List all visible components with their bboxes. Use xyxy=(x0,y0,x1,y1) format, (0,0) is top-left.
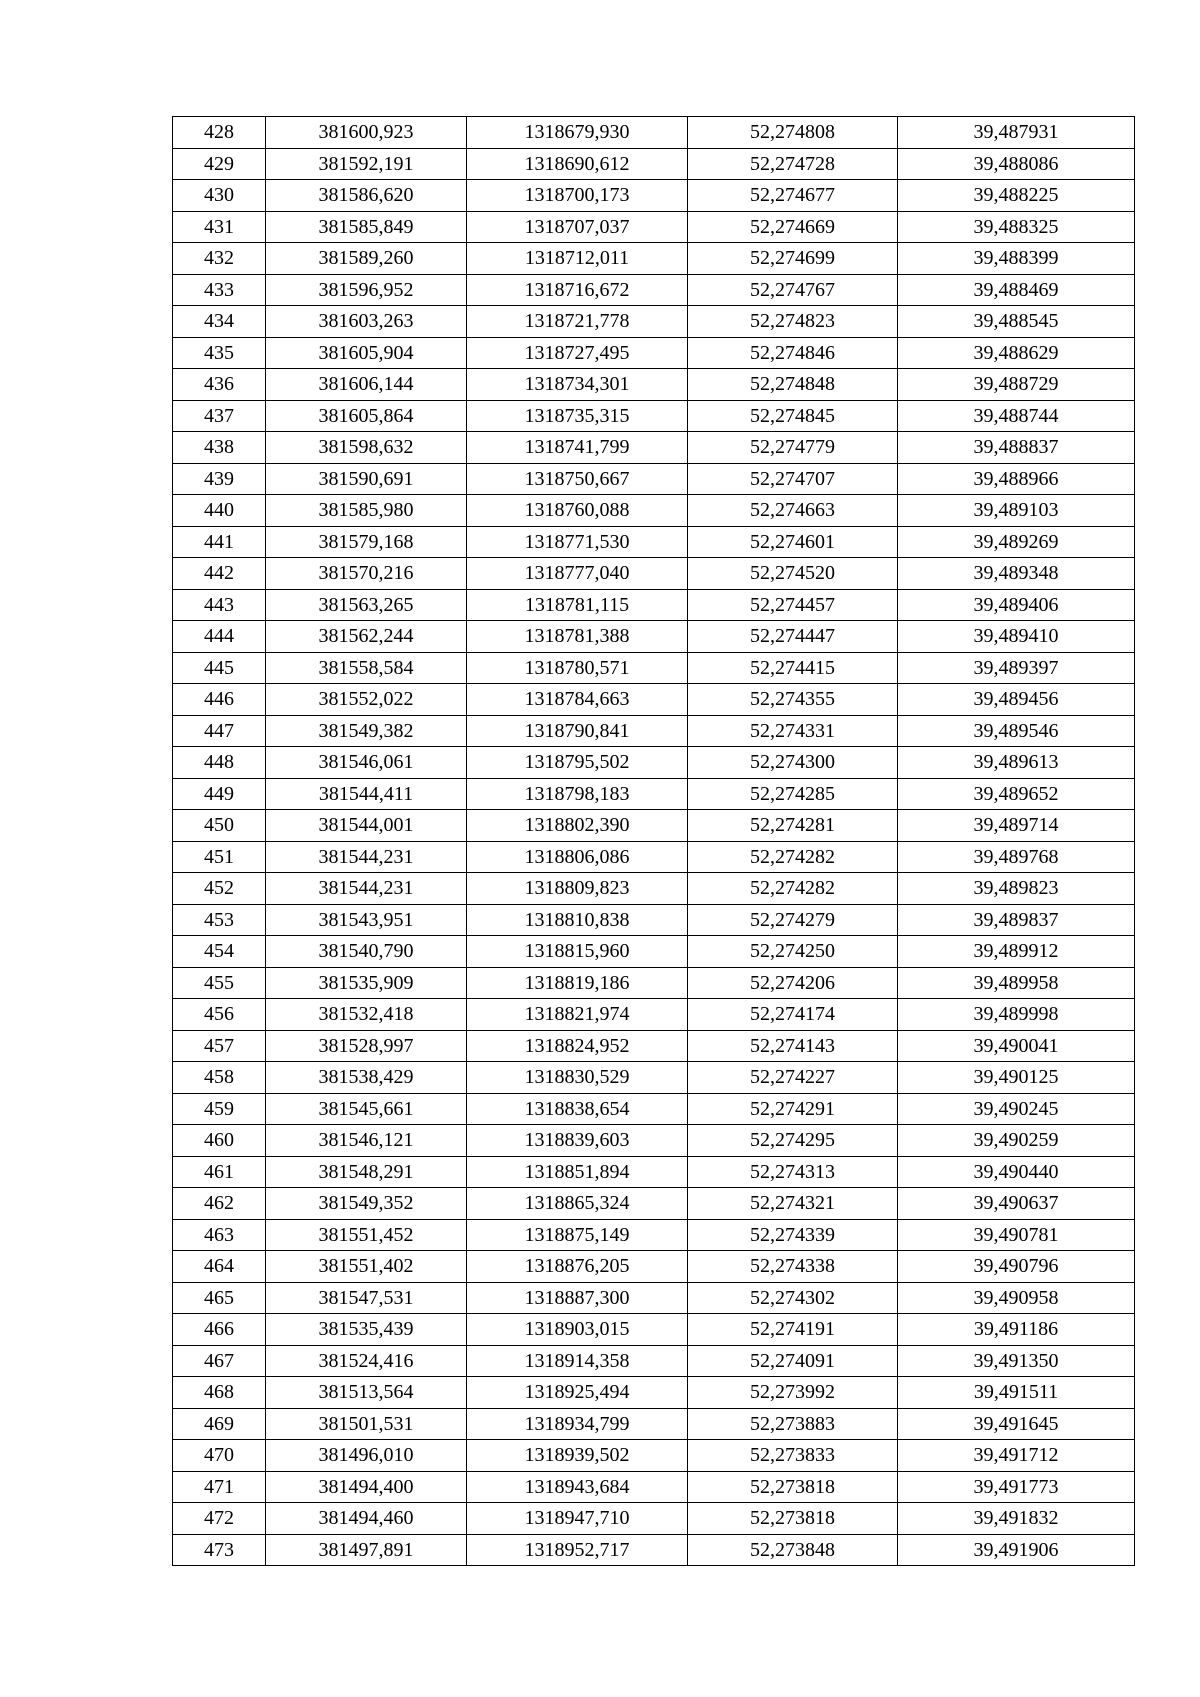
table-row xyxy=(173,715,1135,747)
longitude-cell: 39,489652 xyxy=(898,778,1135,810)
table-row xyxy=(173,180,1135,212)
table-row xyxy=(173,1062,1135,1094)
latitude-cell: 52,274250 xyxy=(688,936,898,968)
latitude-cell: 52,274808 xyxy=(688,117,898,149)
longitude-cell: 39,489456 xyxy=(898,684,1135,716)
x-coordinate-cell: 381513,564 xyxy=(266,1377,467,1409)
latitude-cell: 52,273848 xyxy=(688,1534,898,1566)
longitude-cell: 39,489837 xyxy=(898,904,1135,936)
y-coordinate-cell: 1318839,603 xyxy=(467,1125,688,1157)
y-coordinate-cell: 1318771,530 xyxy=(467,526,688,558)
y-coordinate-cell: 1318943,684 xyxy=(467,1471,688,1503)
x-coordinate-cell: 381586,620 xyxy=(266,180,467,212)
point-number-cell: 436 xyxy=(173,369,266,401)
longitude-cell: 39,490781 xyxy=(898,1219,1135,1251)
latitude-cell: 52,274339 xyxy=(688,1219,898,1251)
longitude-cell: 39,491832 xyxy=(898,1503,1135,1535)
y-coordinate-cell: 1318806,086 xyxy=(467,841,688,873)
table-row xyxy=(173,1219,1135,1251)
x-coordinate-cell: 381535,909 xyxy=(266,967,467,999)
y-coordinate-cell: 1318819,186 xyxy=(467,967,688,999)
x-coordinate-cell: 381535,439 xyxy=(266,1314,467,1346)
y-coordinate-cell: 1318809,823 xyxy=(467,873,688,905)
latitude-cell: 52,274281 xyxy=(688,810,898,842)
latitude-cell: 52,274355 xyxy=(688,684,898,716)
latitude-cell: 52,273818 xyxy=(688,1471,898,1503)
coordinates-table xyxy=(172,116,1135,1566)
latitude-cell: 52,274227 xyxy=(688,1062,898,1094)
point-number-cell: 432 xyxy=(173,243,266,275)
x-coordinate-cell: 381590,691 xyxy=(266,463,467,495)
point-number-cell: 468 xyxy=(173,1377,266,1409)
longitude-cell: 39,488325 xyxy=(898,211,1135,243)
x-coordinate-cell: 381563,265 xyxy=(266,589,467,621)
x-coordinate-cell: 381600,923 xyxy=(266,117,467,149)
latitude-cell: 52,274295 xyxy=(688,1125,898,1157)
x-coordinate-cell: 381549,382 xyxy=(266,715,467,747)
table-row xyxy=(173,621,1135,653)
y-coordinate-cell: 1318824,952 xyxy=(467,1030,688,1062)
point-number-cell: 457 xyxy=(173,1030,266,1062)
table-row xyxy=(173,810,1135,842)
latitude-cell: 52,274313 xyxy=(688,1156,898,1188)
point-number-cell: 440 xyxy=(173,495,266,527)
x-coordinate-cell: 381544,411 xyxy=(266,778,467,810)
y-coordinate-cell: 1318838,654 xyxy=(467,1093,688,1125)
y-coordinate-cell: 1318750,667 xyxy=(467,463,688,495)
y-coordinate-cell: 1318815,960 xyxy=(467,936,688,968)
y-coordinate-cell: 1318802,390 xyxy=(467,810,688,842)
point-number-cell: 462 xyxy=(173,1188,266,1220)
table-row xyxy=(173,1503,1135,1535)
longitude-cell: 39,491186 xyxy=(898,1314,1135,1346)
longitude-cell: 39,490259 xyxy=(898,1125,1135,1157)
longitude-cell: 39,490637 xyxy=(898,1188,1135,1220)
table-row xyxy=(173,936,1135,968)
x-coordinate-cell: 381598,632 xyxy=(266,432,467,464)
latitude-cell: 52,274331 xyxy=(688,715,898,747)
table-row xyxy=(173,1156,1135,1188)
y-coordinate-cell: 1318903,015 xyxy=(467,1314,688,1346)
x-coordinate-cell: 381579,168 xyxy=(266,526,467,558)
longitude-cell: 39,489613 xyxy=(898,747,1135,779)
x-coordinate-cell: 381547,531 xyxy=(266,1282,467,1314)
longitude-cell: 39,491645 xyxy=(898,1408,1135,1440)
y-coordinate-cell: 1318760,088 xyxy=(467,495,688,527)
point-number-cell: 439 xyxy=(173,463,266,495)
table-row xyxy=(173,463,1135,495)
latitude-cell: 52,273883 xyxy=(688,1408,898,1440)
latitude-cell: 52,274601 xyxy=(688,526,898,558)
point-number-cell: 438 xyxy=(173,432,266,464)
point-number-cell: 465 xyxy=(173,1282,266,1314)
table-row xyxy=(173,1251,1135,1283)
point-number-cell: 452 xyxy=(173,873,266,905)
table-row xyxy=(173,117,1135,149)
longitude-cell: 39,490958 xyxy=(898,1282,1135,1314)
table-row xyxy=(173,1440,1135,1472)
table-row xyxy=(173,432,1135,464)
y-coordinate-cell: 1318781,388 xyxy=(467,621,688,653)
longitude-cell: 39,490440 xyxy=(898,1156,1135,1188)
longitude-cell: 39,488086 xyxy=(898,148,1135,180)
x-coordinate-cell: 381592,191 xyxy=(266,148,467,180)
x-coordinate-cell: 381532,418 xyxy=(266,999,467,1031)
latitude-cell: 52,274302 xyxy=(688,1282,898,1314)
longitude-cell: 39,490245 xyxy=(898,1093,1135,1125)
y-coordinate-cell: 1318780,571 xyxy=(467,652,688,684)
table-row xyxy=(173,1282,1135,1314)
y-coordinate-cell: 1318741,799 xyxy=(467,432,688,464)
x-coordinate-cell: 381548,291 xyxy=(266,1156,467,1188)
y-coordinate-cell: 1318934,799 xyxy=(467,1408,688,1440)
point-number-cell: 448 xyxy=(173,747,266,779)
point-number-cell: 430 xyxy=(173,180,266,212)
table-row xyxy=(173,1534,1135,1566)
table-row xyxy=(173,369,1135,401)
latitude-cell: 52,274143 xyxy=(688,1030,898,1062)
point-number-cell: 471 xyxy=(173,1471,266,1503)
latitude-cell: 52,274282 xyxy=(688,873,898,905)
x-coordinate-cell: 381501,531 xyxy=(266,1408,467,1440)
x-coordinate-cell: 381528,997 xyxy=(266,1030,467,1062)
x-coordinate-cell: 381544,231 xyxy=(266,841,467,873)
latitude-cell: 52,274728 xyxy=(688,148,898,180)
x-coordinate-cell: 381494,400 xyxy=(266,1471,467,1503)
latitude-cell: 52,274174 xyxy=(688,999,898,1031)
y-coordinate-cell: 1318707,037 xyxy=(467,211,688,243)
table-row xyxy=(173,999,1135,1031)
longitude-cell: 39,489823 xyxy=(898,873,1135,905)
point-number-cell: 450 xyxy=(173,810,266,842)
x-coordinate-cell: 381551,452 xyxy=(266,1219,467,1251)
point-number-cell: 444 xyxy=(173,621,266,653)
x-coordinate-cell: 381549,352 xyxy=(266,1188,467,1220)
x-coordinate-cell: 381603,263 xyxy=(266,306,467,338)
longitude-cell: 39,489912 xyxy=(898,936,1135,968)
y-coordinate-cell: 1318875,149 xyxy=(467,1219,688,1251)
y-coordinate-cell: 1318712,011 xyxy=(467,243,688,275)
table-row xyxy=(173,1093,1135,1125)
y-coordinate-cell: 1318952,717 xyxy=(467,1534,688,1566)
table-row xyxy=(173,873,1135,905)
x-coordinate-cell: 381605,904 xyxy=(266,337,467,369)
table-row xyxy=(173,243,1135,275)
table-row xyxy=(173,211,1135,243)
x-coordinate-cell: 381606,144 xyxy=(266,369,467,401)
x-coordinate-cell: 381540,790 xyxy=(266,936,467,968)
x-coordinate-cell: 381544,231 xyxy=(266,873,467,905)
longitude-cell: 39,490125 xyxy=(898,1062,1135,1094)
point-number-cell: 437 xyxy=(173,400,266,432)
table-row xyxy=(173,684,1135,716)
latitude-cell: 52,274191 xyxy=(688,1314,898,1346)
table-row xyxy=(173,589,1135,621)
x-coordinate-cell: 381543,951 xyxy=(266,904,467,936)
x-coordinate-cell: 381562,244 xyxy=(266,621,467,653)
y-coordinate-cell: 1318790,841 xyxy=(467,715,688,747)
x-coordinate-cell: 381551,402 xyxy=(266,1251,467,1283)
table-row xyxy=(173,306,1135,338)
table-row xyxy=(173,495,1135,527)
latitude-cell: 52,274415 xyxy=(688,652,898,684)
point-number-cell: 455 xyxy=(173,967,266,999)
y-coordinate-cell: 1318721,778 xyxy=(467,306,688,338)
latitude-cell: 52,273818 xyxy=(688,1503,898,1535)
table-row xyxy=(173,1345,1135,1377)
x-coordinate-cell: 381585,849 xyxy=(266,211,467,243)
latitude-cell: 52,274823 xyxy=(688,306,898,338)
point-number-cell: 459 xyxy=(173,1093,266,1125)
table-row xyxy=(173,1030,1135,1062)
latitude-cell: 52,274282 xyxy=(688,841,898,873)
table-row xyxy=(173,1188,1135,1220)
table-row xyxy=(173,337,1135,369)
latitude-cell: 52,274285 xyxy=(688,778,898,810)
y-coordinate-cell: 1318851,894 xyxy=(467,1156,688,1188)
point-number-cell: 433 xyxy=(173,274,266,306)
point-number-cell: 469 xyxy=(173,1408,266,1440)
point-number-cell: 447 xyxy=(173,715,266,747)
latitude-cell: 52,274520 xyxy=(688,558,898,590)
x-coordinate-cell: 381494,460 xyxy=(266,1503,467,1535)
longitude-cell: 39,488729 xyxy=(898,369,1135,401)
table-row xyxy=(173,967,1135,999)
y-coordinate-cell: 1318700,173 xyxy=(467,180,688,212)
latitude-cell: 52,274291 xyxy=(688,1093,898,1125)
latitude-cell: 52,274206 xyxy=(688,967,898,999)
latitude-cell: 52,274779 xyxy=(688,432,898,464)
x-coordinate-cell: 381497,891 xyxy=(266,1534,467,1566)
point-number-cell: 460 xyxy=(173,1125,266,1157)
point-number-cell: 446 xyxy=(173,684,266,716)
table-row xyxy=(173,558,1135,590)
point-number-cell: 445 xyxy=(173,652,266,684)
point-number-cell: 464 xyxy=(173,1251,266,1283)
point-number-cell: 467 xyxy=(173,1345,266,1377)
y-coordinate-cell: 1318830,529 xyxy=(467,1062,688,1094)
longitude-cell: 39,489269 xyxy=(898,526,1135,558)
point-number-cell: 461 xyxy=(173,1156,266,1188)
longitude-cell: 39,488399 xyxy=(898,243,1135,275)
latitude-cell: 52,274091 xyxy=(688,1345,898,1377)
point-number-cell: 441 xyxy=(173,526,266,558)
x-coordinate-cell: 381558,584 xyxy=(266,652,467,684)
longitude-cell: 39,488744 xyxy=(898,400,1135,432)
point-number-cell: 454 xyxy=(173,936,266,968)
y-coordinate-cell: 1318727,495 xyxy=(467,337,688,369)
point-number-cell: 429 xyxy=(173,148,266,180)
longitude-cell: 39,491712 xyxy=(898,1440,1135,1472)
point-number-cell: 442 xyxy=(173,558,266,590)
longitude-cell: 39,488629 xyxy=(898,337,1135,369)
x-coordinate-cell: 381546,061 xyxy=(266,747,467,779)
point-number-cell: 451 xyxy=(173,841,266,873)
y-coordinate-cell: 1318939,502 xyxy=(467,1440,688,1472)
y-coordinate-cell: 1318925,494 xyxy=(467,1377,688,1409)
latitude-cell: 52,274677 xyxy=(688,180,898,212)
longitude-cell: 39,489410 xyxy=(898,621,1135,653)
latitude-cell: 52,273833 xyxy=(688,1440,898,1472)
latitude-cell: 52,274669 xyxy=(688,211,898,243)
point-number-cell: 473 xyxy=(173,1534,266,1566)
longitude-cell: 39,489958 xyxy=(898,967,1135,999)
longitude-cell: 39,489348 xyxy=(898,558,1135,590)
coordinates-table-body xyxy=(173,117,1135,1566)
x-coordinate-cell: 381538,429 xyxy=(266,1062,467,1094)
longitude-cell: 39,491350 xyxy=(898,1345,1135,1377)
point-number-cell: 431 xyxy=(173,211,266,243)
latitude-cell: 52,274663 xyxy=(688,495,898,527)
point-number-cell: 456 xyxy=(173,999,266,1031)
y-coordinate-cell: 1318798,183 xyxy=(467,778,688,810)
latitude-cell: 52,274457 xyxy=(688,589,898,621)
point-number-cell: 443 xyxy=(173,589,266,621)
table-row xyxy=(173,148,1135,180)
longitude-cell: 39,491906 xyxy=(898,1534,1135,1566)
x-coordinate-cell: 381524,416 xyxy=(266,1345,467,1377)
y-coordinate-cell: 1318947,710 xyxy=(467,1503,688,1535)
point-number-cell: 435 xyxy=(173,337,266,369)
table-row xyxy=(173,400,1135,432)
point-number-cell: 428 xyxy=(173,117,266,149)
y-coordinate-cell: 1318734,301 xyxy=(467,369,688,401)
table-row xyxy=(173,747,1135,779)
x-coordinate-cell: 381585,980 xyxy=(266,495,467,527)
y-coordinate-cell: 1318795,502 xyxy=(467,747,688,779)
longitude-cell: 39,488837 xyxy=(898,432,1135,464)
longitude-cell: 39,491511 xyxy=(898,1377,1135,1409)
longitude-cell: 39,489103 xyxy=(898,495,1135,527)
latitude-cell: 52,274321 xyxy=(688,1188,898,1220)
x-coordinate-cell: 381496,010 xyxy=(266,1440,467,1472)
table-row xyxy=(173,526,1135,558)
y-coordinate-cell: 1318876,205 xyxy=(467,1251,688,1283)
longitude-cell: 39,489546 xyxy=(898,715,1135,747)
x-coordinate-cell: 381544,001 xyxy=(266,810,467,842)
y-coordinate-cell: 1318777,040 xyxy=(467,558,688,590)
longitude-cell: 39,490041 xyxy=(898,1030,1135,1062)
y-coordinate-cell: 1318716,672 xyxy=(467,274,688,306)
table-row xyxy=(173,1377,1135,1409)
y-coordinate-cell: 1318887,300 xyxy=(467,1282,688,1314)
latitude-cell: 52,273992 xyxy=(688,1377,898,1409)
longitude-cell: 39,487931 xyxy=(898,117,1135,149)
longitude-cell: 39,489768 xyxy=(898,841,1135,873)
x-coordinate-cell: 381596,952 xyxy=(266,274,467,306)
longitude-cell: 39,491773 xyxy=(898,1471,1135,1503)
table-row xyxy=(173,778,1135,810)
table-row xyxy=(173,1125,1135,1157)
y-coordinate-cell: 1318690,612 xyxy=(467,148,688,180)
latitude-cell: 52,274846 xyxy=(688,337,898,369)
y-coordinate-cell: 1318679,930 xyxy=(467,117,688,149)
point-number-cell: 466 xyxy=(173,1314,266,1346)
longitude-cell: 39,488966 xyxy=(898,463,1135,495)
table-row xyxy=(173,1408,1135,1440)
table-row xyxy=(173,652,1135,684)
x-coordinate-cell: 381605,864 xyxy=(266,400,467,432)
y-coordinate-cell: 1318810,838 xyxy=(467,904,688,936)
latitude-cell: 52,274707 xyxy=(688,463,898,495)
y-coordinate-cell: 1318735,315 xyxy=(467,400,688,432)
table-row xyxy=(173,841,1135,873)
latitude-cell: 52,274845 xyxy=(688,400,898,432)
table-row xyxy=(173,274,1135,306)
longitude-cell: 39,489397 xyxy=(898,652,1135,684)
latitude-cell: 52,274699 xyxy=(688,243,898,275)
latitude-cell: 52,274848 xyxy=(688,369,898,401)
point-number-cell: 453 xyxy=(173,904,266,936)
longitude-cell: 39,489406 xyxy=(898,589,1135,621)
point-number-cell: 463 xyxy=(173,1219,266,1251)
longitude-cell: 39,488469 xyxy=(898,274,1135,306)
y-coordinate-cell: 1318914,358 xyxy=(467,1345,688,1377)
y-coordinate-cell: 1318784,663 xyxy=(467,684,688,716)
y-coordinate-cell: 1318821,974 xyxy=(467,999,688,1031)
latitude-cell: 52,274767 xyxy=(688,274,898,306)
x-coordinate-cell: 381589,260 xyxy=(266,243,467,275)
longitude-cell: 39,490796 xyxy=(898,1251,1135,1283)
point-number-cell: 434 xyxy=(173,306,266,338)
y-coordinate-cell: 1318781,115 xyxy=(467,589,688,621)
x-coordinate-cell: 381546,121 xyxy=(266,1125,467,1157)
x-coordinate-cell: 381552,022 xyxy=(266,684,467,716)
table-row xyxy=(173,1471,1135,1503)
point-number-cell: 470 xyxy=(173,1440,266,1472)
table-row xyxy=(173,1314,1135,1346)
longitude-cell: 39,489714 xyxy=(898,810,1135,842)
y-coordinate-cell: 1318865,324 xyxy=(467,1188,688,1220)
latitude-cell: 52,274300 xyxy=(688,747,898,779)
x-coordinate-cell: 381570,216 xyxy=(266,558,467,590)
longitude-cell: 39,489998 xyxy=(898,999,1135,1031)
latitude-cell: 52,274447 xyxy=(688,621,898,653)
point-number-cell: 472 xyxy=(173,1503,266,1535)
point-number-cell: 458 xyxy=(173,1062,266,1094)
latitude-cell: 52,274338 xyxy=(688,1251,898,1283)
table-row xyxy=(173,904,1135,936)
longitude-cell: 39,488545 xyxy=(898,306,1135,338)
longitude-cell: 39,488225 xyxy=(898,180,1135,212)
point-number-cell: 449 xyxy=(173,778,266,810)
x-coordinate-cell: 381545,661 xyxy=(266,1093,467,1125)
latitude-cell: 52,274279 xyxy=(688,904,898,936)
